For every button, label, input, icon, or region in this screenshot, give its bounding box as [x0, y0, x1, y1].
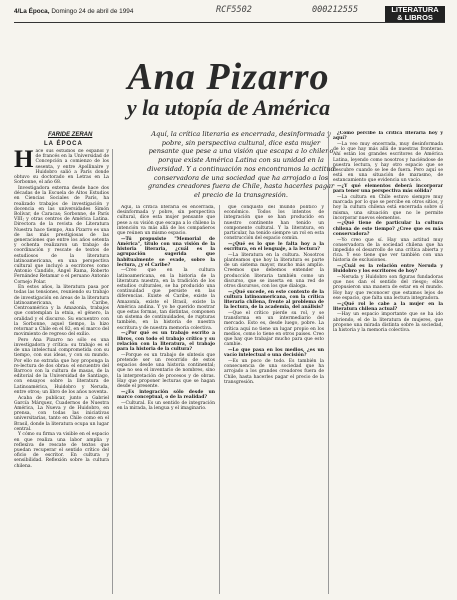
column-paragraph: —Neruda y Huidobro son figuras fundadoras que nos dan el sentido del riesgo; ellos propusieron una manera de estar en el mundo. Hoy hay que reconocer que estamos lejos de ese espacio, que falta una lectura integradora.: [333, 274, 443, 301]
article-title: Ana Pizarro: [127, 56, 330, 98]
section-tag: [385, 6, 445, 22]
section-tag-line1: LITERATURA: [391, 5, 439, 14]
publication-date: Domingo 24 de abril de 1994: [51, 8, 134, 15]
column-question: —Lo que pasa en los medios, ¿es un vacío intelectual o una decisión?: [224, 347, 324, 359]
column-paragraph: que conquistó del mundo político y económico. Todos los intentos de integración que se han producido en nuestro continente han tenido un componente cultural. Y la literatura, en particular, ha tenido siempre un rol en esta construcción del espacio común.: [224, 205, 324, 242]
column-question: —¿Qué tiene de particular la cultura chilena de este tiempo? ¿Cree que es más conservadora?: [333, 221, 443, 237]
column-question: —¿Es integración sólo desde un marco conceptual, o de la realidad?: [117, 389, 215, 400]
article-column-1: [14, 149, 109, 594]
column-question: —¿Qué es lo que le falta hoy a la escritura, en el lenguaje, a la lectura?: [224, 241, 324, 253]
column-paragraph: Y cómo su firma va visible en el espacio en que realiza una labor amplia y reflexiva de rescate de textos que puedan recuperar el sentido crítico del oficio de escritor. En cultura y sensibilidad. Reflexión sobre la cultura chilena.: [14, 432, 109, 469]
column-question: —¿Y qué elementos deberá incorporar para tener una perspectiva más sólida?: [333, 184, 443, 195]
column-paragraph: —La literatura en la cultura. Nosotros planteamos que hoy la literatura es parte de un sistema mayor, mucho más amplio. Creemos que debemos entender la producción literaria también como un discurso, que se inserta en una red de otros discursos, con los que dialoga.: [224, 252, 324, 290]
column-paragraph: Acaba de publicar, junto a Gabriel García Márquez, Cuadernos de Nuestra América, La Nueva y de Huidobro, en prensa, con todas las iniciativas universitarias, tanto en Chile como en el Brasil, donde la literatura ocupa un lugar central.: [14, 395, 109, 432]
column-question: —Tú propusiste "Memorial de América", título con una visión de la historia literaria, ¿cuál es la agrupación sugerida que habitualmente se evade, sobre la lectura, ¿y el Caribe?: [117, 236, 215, 268]
column-question: —¿Por qué es un trabajo escrito a libros, con todo el trabajo crítico y su relación con la literatura, el trabajo para la historia de la cultura?: [117, 331, 215, 352]
column-paragraph: —Yo creo que sí. Hay una actitud muy conservadora de la sociedad chilena que ha impedido el desarrollo de una crítica abierta y rica. Y eso tiene que ver también con una historia de exclusiones.: [333, 237, 443, 264]
handwritten-code: 000212555: [312, 5, 359, 15]
column-paragraph: —La veo muy encerrada, muy desinformada de lo que hay más allá de nuestras fronteras. Ahí están los grandes escritores de América Latina, leyendo como nosotros y haciéndose de nuestra lectura, y hay otro espacio que se descubre cuando se lee de fuera. Pero aquí se está en una situación de marasmo, de estancamiento que evidencia un vacío.: [333, 141, 443, 184]
drop-cap: H: [14, 149, 34, 173]
section-tag-line2: & LIBROS: [397, 13, 433, 22]
column-paragraph: —Hay un espacio importante que se ha ido abriendo, el de la literatura de mujeres, que propone una mirada distinta sobre la sociedad, la historia y la memoria colectiva.: [333, 312, 443, 334]
column-paragraph: —La cultura en Chile estuvo siempre muy marcada por lo que se percibe en otros sitios, y hoy la cultura chilena está encerrada sobre sí misma, una situación que no le permite incorporar nuevos elementos.: [333, 194, 443, 221]
column-paragraph: —Creo que en la cultura latinoamericana, en la historia de la literatura nuestra, en la tradición de los estudios culturales, se ha producido una continuidad que persiste en las diferencias. Existe el Caribe, existe la Amazonía, existe el Brasil, existe la América andina. Y yo he querido mostrar que estas formas, tan distintas, componen un sistema de continuidades, de rupturas también, en la historia de nuestra escritura y de nuestra memoria colectiva.: [117, 268, 215, 331]
column-paragraph: En estos años, la literatura pasa por todas las tensiones, reuniendo su trabajo de investigación en áreas de la literatura latinoamericana, el Caribe, Centroamérica y la Amazonía, trabajos que contemplan la etnia, el género, la oralidad y el discurso. Su encuentro con la Sorbonne, aquel tiempo, la hizo retornar a Chile en el 82, en el marco del movimiento de regreso del exilio.: [14, 285, 109, 338]
column-paragraph: —Es un poco de todo. Es también la consecuencia de una sociedad que ha arrojado a los grandes creadores fuera de Chile, hasta hacerles pagar el precio de la transgresión.: [224, 358, 324, 385]
column-question: —¿Qué rol le cabe a la mujer en la literatura chilena actual?: [333, 301, 443, 312]
column-paragraph: Pero Ana Pizarro no sólo es una investigadora y crítica: su trabajo es el de una intelectual comprometida con su tiempo, con sus ideas, y con su mundo. Por ello no extraña que hoy proponga la re-lectura de dos obras: el encuentro del Barroco con la cultura de masas, de la editorial de la Universidad de Santiago, con ensayos sobre la literatura de Latinoamérica, Huidobro y Neruda, entre otros; un libro de los años noventa.: [14, 337, 109, 395]
column-question: —¿Qué sucede, en este contexto de la cultura latinoamericana, con la crítica literaria chilena, frente al problema de la lectura, de la academia, del análisis?: [224, 289, 324, 311]
column-paragraph: Aquí, la crítica literaria es encerrada, desinformada y pobre, sin perspectiva cultural, dice esta mujer pensante que pese a su visión que escapa a lo chileno la intención va más allá de los compañeros que reúnen un mismo espacio.: [117, 205, 215, 237]
article-column-4: [333, 131, 443, 594]
column-paragraph: ace sus estudios de español y de francés en la Universidad de Concepción a comienzo de los sesenta, y entre Apollinaire y Huidobro salió a París donde obtuvo su doctorado en Letras en La Sorbonne, el año 68.: [14, 149, 109, 186]
column-paragraph: —Porque es un trabajo de síntesis que pretende ser un recorrido de estos espacios desde una historia continental; que no sea el inventario de nombres, sino la interpretación de procesos y de obras. Hay que proponer lecturas que se hagan desde el presente.: [117, 352, 215, 389]
article-column-3: [224, 205, 324, 594]
article-column-2: [117, 205, 215, 594]
column-paragraph: —Que el crítico pierde su rol, y se transforma en un intermediario del mercado. Esto es, desde luego, pobre. La crítica aquí no tiene un lugar propio en los medios, como lo tiene en otros países. Creo que hay que trabajar mucho para que esto cambie.: [224, 311, 324, 348]
byline: FARIDE ZERAN: [48, 132, 93, 138]
handwritten-reference: RCF5502: [216, 5, 252, 15]
column-divider: [112, 149, 113, 594]
column-paragraph: —Cultural. Es un sentido de integración en la mirada, la lengua y el imaginario.: [117, 400, 215, 411]
column-divider: [328, 131, 329, 594]
byline-outlet: LA ÉPOCA: [44, 141, 83, 147]
article-subtitle: y la utopía de América: [126, 95, 331, 120]
article-lead: Aquí, la crítica literaria es encerrada, desinformada y pobre, sin perspectiva cultural, dice esta mujer pensante que pese a una visión que escapa a lo chileno porque existe América Latina con su unidad en la diversidad. Y a continuación nos encontramos la actitud conservadora de una sociedad que ha arrojado a los grandes creadores fuera de Chile, hasta hacerles pagar el precio de la transgresión.: [147, 130, 335, 199]
column-divider: [219, 205, 220, 594]
publication-line: [14, 8, 133, 15]
column-question: —¿Cuál es la relación entre Neruda y Huidobro y los escritores de hoy?: [333, 264, 443, 275]
publication-name: 4/La Época,: [14, 8, 50, 15]
column-paragraph: Investigadora externa desde hace dos décadas de la Escuela de Altos Estudios en Ciencias Sociales de París, ha realizado trabajos de investigación y docencia en las universidades Simón Bolívar, de Caracas; Sorbonne, de París VIII; y otras centros de América Latina. Directora de la revista de Literatura Nuestra hace tiempo, Ana Pizarro es una de las más prestigiosas de las generaciones que entre los años setenta y ochenta realizaron un trabajo de coordinación y rescate de textos de estudiosos de la literatura latinoamericana, en una perspectiva cultural que incluyó a escritores como Antonio Candido, Ángel Rama, Roberto Fernández Retamar o el peruano Antonio Cornejo Polar.: [14, 185, 109, 285]
column-question: ¿Cómo percibe la crítica literaria hoy y aquí?: [333, 131, 443, 142]
page-header: [14, 5, 445, 23]
